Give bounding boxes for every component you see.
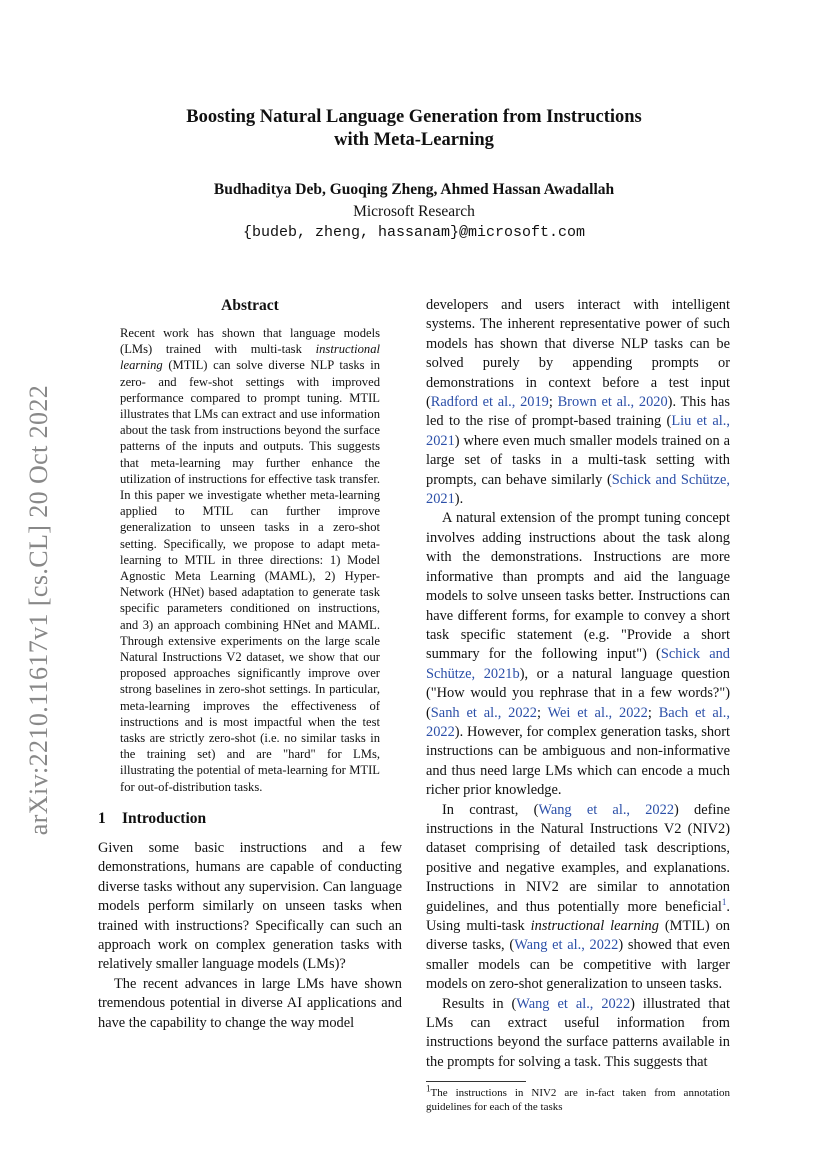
author-names: Budhaditya Deb, Guoqing Zheng, Ahmed Hassan Awadallah (213, 181, 615, 198)
citation-link[interactable]: Bach et al., 2022 (426, 704, 730, 740)
text-run: ) define instructions in the Natural Instructions V2 (NIV2) dataset comprising of detailed task descriptions, positive and negative examples, and explanations. Instructions in NIV2 are similar to annotation guidelines, and thus potentially more beneficial (426, 801, 730, 915)
abstract-body (98, 325, 402, 795)
arxiv-id-text: arXiv:2210.11617v1 [cs.CL] 20 Oct 2022 (24, 384, 53, 836)
section-number: 1 (98, 809, 106, 827)
text-run: ; (536, 704, 548, 721)
intro-paragraph-1: Given some basic instructions and a few demonstrations, humans are capable of conducting diverse tasks without any supervision. Can language models perform similarly on unseen tasks when trained with instructions? Specifically can such an approach work on complex generation tasks with relatively smaller language models (LMs)? (98, 839, 402, 973)
author-block (100, 180, 728, 243)
author-emails: {budeb, zheng, hassanam}@microsoft.com (242, 224, 586, 241)
text-run: ). (454, 491, 464, 508)
citation-link[interactable]: Brown et al., 2020 (557, 394, 668, 411)
right-column (426, 296, 730, 1114)
text-run: ) showed that even smaller models can be competitive with larger models on zero-shot generalization to unseen tasks. (426, 937, 731, 993)
text-run: ) illustrated that LMs can extract useful information from instructions beyond the surface patterns available in the prompts for solving a task. This suggests that (426, 995, 731, 1070)
emphasis: instructional learning (530, 918, 659, 934)
citation-link[interactable]: Sanh et al., 2022 (430, 704, 537, 721)
affiliation: Microsoft Research (353, 203, 475, 220)
right-paragraph-1 (426, 296, 730, 509)
left-column (98, 296, 402, 1033)
right-paragraph-3 (426, 801, 730, 995)
footnote (426, 1083, 730, 1114)
text-run: ), or a natural language question ("How would you rephrase that in a few words?") ( (426, 665, 730, 721)
footnote-marker[interactable]: 1 (721, 896, 727, 907)
title-line-2: with Meta-Learning (334, 130, 494, 150)
text-run: ; (548, 394, 558, 411)
citation-link[interactable]: Wang et al., 2022 (516, 995, 631, 1012)
text-run: Results in ( (442, 995, 517, 1012)
citation-link[interactable]: Radford et al., 2019 (430, 394, 549, 411)
arxiv-identifier-stamp (16, 360, 62, 860)
text-run: In contrast, ( (442, 801, 539, 818)
text-run: ; (647, 704, 659, 721)
citation-link[interactable]: Wang et al., 2022 (514, 937, 619, 954)
abstract-heading: Abstract (221, 297, 279, 314)
footnote-number: 1 (426, 1083, 431, 1094)
paper-title (100, 106, 728, 152)
text-run: . Using multi-task (426, 898, 730, 934)
citation-link[interactable]: Wei et al., 2022 (547, 704, 648, 721)
text-run: ) where even much smaller models trained on a large set of tasks in a multi-task setting with prompts, can behave similarly ( (426, 432, 730, 488)
abstract-emphasis: instructional learning (120, 342, 380, 373)
citation-link[interactable]: Wang et al., 2022 (538, 801, 675, 818)
citation-link[interactable]: Schick and Schütze, 2021 (426, 471, 730, 508)
intro-paragraph-2: The recent advances in large LMs have shown tremendous potential in diverse AI applications and have the capability to change the way model (98, 975, 402, 1031)
section-heading-introduction (98, 809, 402, 829)
text-run: (MTIL) on diverse tasks, ( (426, 918, 730, 954)
citation-link[interactable]: Liu et al., 2021 (426, 413, 730, 449)
abstract-text-a: Recent work has shown that language models (LMs) trained with multi-task (120, 326, 380, 357)
text-run: ). However, for complex generation tasks, short instructions can be ambiguous and non-informative and thus need large LMs which can encode a much richer prior knowledge. (426, 723, 730, 799)
abstract-text-b: (MTIL) can solve diverse NLP tasks in zero- and few-shot settings with improved performance compared to prompt tuning. MTIL illustrates that LMs can extract and use information about the task from instructions beyond the surface patterns of the inputs and outputs. This suggests that meta-learning may further enhance the utilization of instructions for effective task transfer. In this paper we investigate whether meta-learning applied to MTIL can further improve generalization to unseen tasks in a zero-shot setting. Specifically, we propose to adapt meta-learning to MTIL in three directions: 1) Model Agnostic Meta Learning (MAML), 2) Hyper-Network (HNet) based adaptation to generate task specific parameters conditioned on instructions, and 3) an approach combining HNet and MAML. Through extensive experiments on the large scale Natural Instructions V2 dataset, we show that our proposed approaches significantly improve over strong baselines in zero-shot settings. In particular, meta-learning improves the effectiveness of instructions and is most impactful when the test tasks are strictly zero-shot (i.e. no similar tasks in the training set) and are "hard" for LMs, illustrating the potential of meta-learning for MTIL for out-of-distribution tasks. (120, 358, 380, 794)
title-line-1: Boosting Natural Language Generation from Instructions (186, 107, 642, 127)
right-paragraph-2 (426, 509, 730, 800)
citation-link[interactable]: Schick and Schütze, 2021b (426, 646, 730, 682)
text-run: developers and users interact with intelligent systems. The inherent representative power of such models has shown that diverse NLP tasks can be solved purely by appending prompts or demonstrations in context before a test input ( (426, 297, 730, 411)
right-paragraph-4 (426, 995, 730, 1073)
text-run: A natural extension of the prompt tuning concept involves adding instructions about the task along with the demonstrations. Instructions are more informative than prompts and aid the language models to solve unseen tasks better. Instructions can have different forms, for example to convey a short task specific statement (e.g. "Provide a short summary for the following input") ( (426, 510, 730, 663)
footnote-text: The instructions in NIV2 are in-fact taken from annotation guidelines for each of the tasks (426, 1087, 730, 1114)
section-title: Introduction (122, 809, 207, 827)
footnote-divider (426, 1081, 526, 1082)
text-run: ). This has led to the rise of prompt-based training ( (426, 394, 730, 430)
